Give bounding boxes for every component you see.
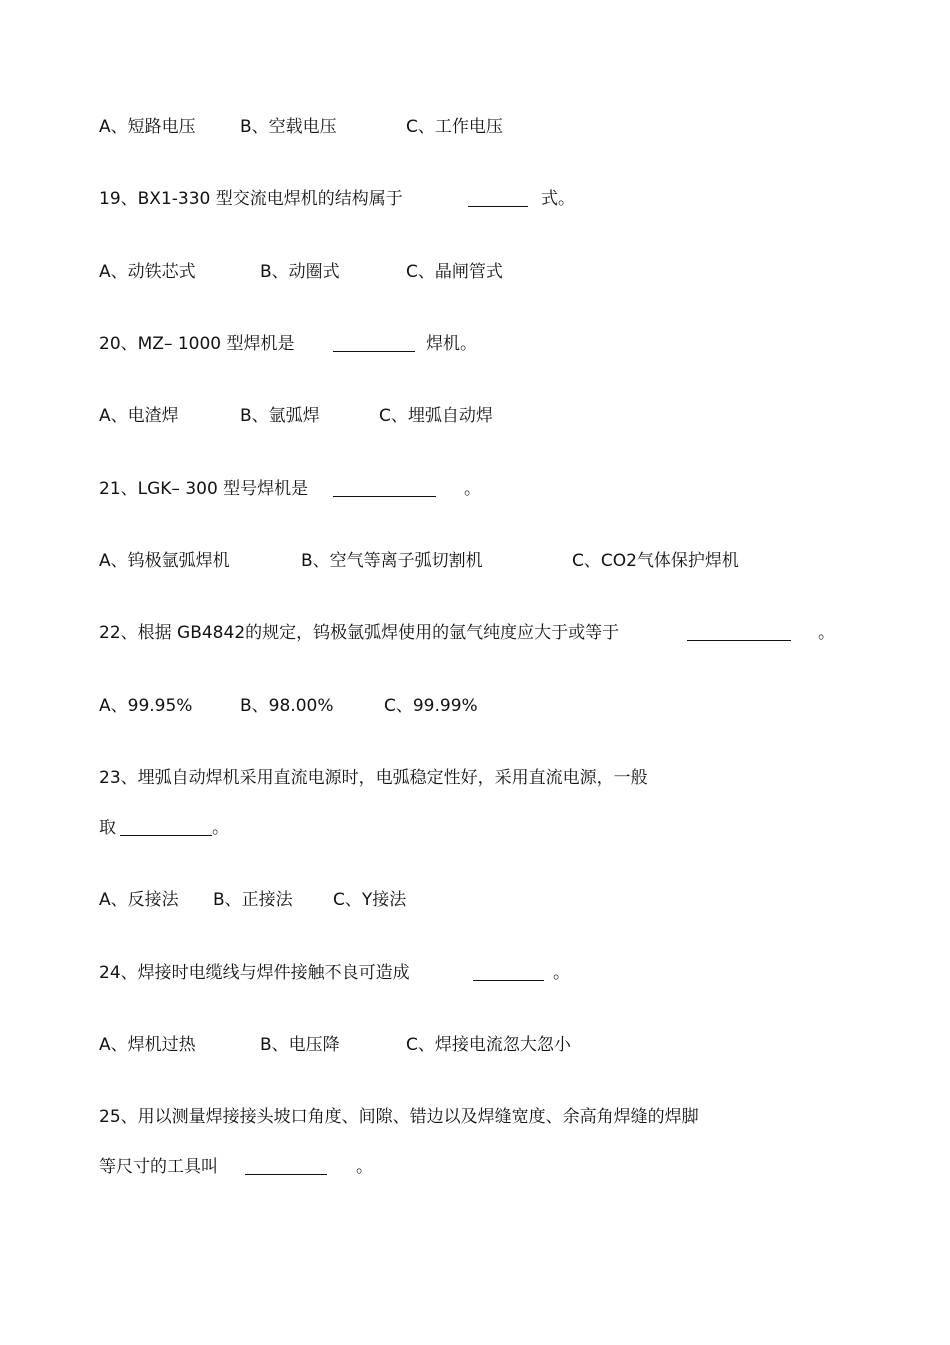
question-tail: 。 bbox=[356, 1157, 373, 1177]
option-c: C、99.99% bbox=[384, 696, 478, 716]
answer-blank bbox=[687, 640, 791, 641]
question-text: 21、LGK– 300 型号焊机是 bbox=[99, 479, 309, 499]
question-text: 25、用以测量焊接接头坡口角度、间隙、错边以及焊缝宽度、余高角焊缝的焊脚 bbox=[99, 1107, 699, 1127]
answer-blank bbox=[333, 351, 415, 352]
option-c: C、埋弧自动焊 bbox=[379, 406, 493, 426]
question-text: 22、根据 GB4842的规定，钨极氩弧焊使用的氩气纯度应大于或等于 bbox=[99, 623, 620, 643]
option-c: C、晶闸管式 bbox=[406, 262, 503, 282]
option-a: A、钨极氩弧焊机 bbox=[99, 551, 230, 571]
option-a: A、电渣焊 bbox=[99, 406, 179, 426]
option-a: A、焊机过热 bbox=[99, 1035, 196, 1055]
option-b: B、动圈式 bbox=[260, 262, 340, 282]
question-text: 20、MZ– 1000 型焊机是 bbox=[99, 334, 295, 354]
question-tail: 。 bbox=[818, 623, 835, 643]
option-b: B、空载电压 bbox=[240, 117, 337, 137]
option-a: A、99.95% bbox=[99, 696, 193, 716]
option-b: B、正接法 bbox=[213, 890, 293, 910]
answer-blank bbox=[468, 206, 528, 207]
option-c: C、工作电压 bbox=[406, 117, 503, 137]
answer-blank bbox=[473, 980, 544, 981]
question-text: 19、BX1-330 型交流电焊机的结构属于 bbox=[99, 189, 403, 209]
option-c: C、Y接法 bbox=[333, 890, 407, 910]
answer-blank bbox=[333, 496, 436, 497]
question-text: 取 bbox=[99, 818, 116, 838]
answer-blank bbox=[245, 1174, 327, 1175]
question-text: 23、埋弧自动焊机采用直流电源时，电弧稳定性好，采用直流电源，一般 bbox=[99, 768, 648, 788]
option-a: A、反接法 bbox=[99, 890, 179, 910]
option-b: B、空气等离子弧切割机 bbox=[301, 551, 483, 571]
option-c: C、CO2气体保护焊机 bbox=[572, 551, 739, 571]
option-b: B、电压降 bbox=[260, 1035, 340, 1055]
question-text: 24、焊接时电缆线与焊件接触不良可造成 bbox=[99, 963, 410, 983]
question-tail: 焊机。 bbox=[426, 334, 477, 354]
question-text: 等尺寸的工具叫 bbox=[99, 1157, 218, 1177]
option-a: A、动铁芯式 bbox=[99, 262, 196, 282]
option-c: C、焊接电流忽大忽小 bbox=[406, 1035, 571, 1055]
option-b: B、氩弧焊 bbox=[240, 406, 320, 426]
question-tail: 。 bbox=[212, 818, 229, 838]
answer-blank bbox=[120, 835, 212, 836]
question-tail: 。 bbox=[464, 479, 481, 499]
option-a: A、短路电压 bbox=[99, 117, 196, 137]
question-tail: 式。 bbox=[541, 189, 575, 209]
question-tail: 。 bbox=[553, 963, 570, 983]
option-b: B、98.00% bbox=[240, 696, 334, 716]
